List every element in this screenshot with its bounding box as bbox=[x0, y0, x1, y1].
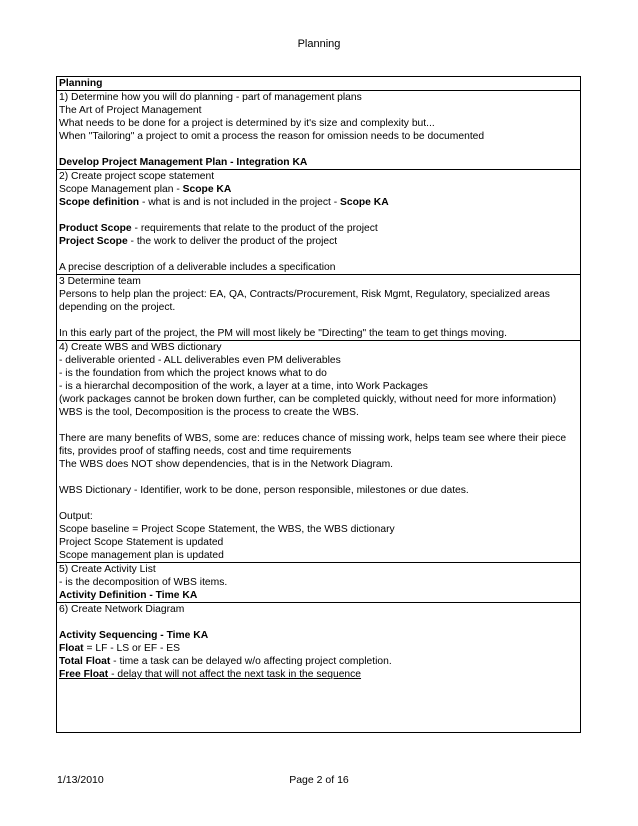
text-line bbox=[59, 77, 578, 90]
text-line bbox=[59, 91, 578, 104]
text-line bbox=[59, 536, 578, 549]
text-line bbox=[59, 117, 578, 130]
text-segment: A precise description of a deliverable includes a specification bbox=[59, 262, 336, 273]
text-segment: - delay that will not affect the next task in the sequence bbox=[108, 669, 362, 680]
text-line bbox=[59, 510, 578, 523]
text-segment: - time a task can be delayed w/o affecting project completion. bbox=[110, 656, 392, 667]
blank-line bbox=[59, 143, 578, 156]
text-line bbox=[59, 393, 578, 406]
text-segment: The Art of Project Management bbox=[59, 105, 202, 116]
blank-line bbox=[59, 209, 578, 222]
page-header: Planning bbox=[297, 38, 341, 50]
section-cell bbox=[57, 77, 580, 90]
section-cell bbox=[57, 90, 580, 169]
text-segment: Output: bbox=[59, 511, 93, 522]
text-line bbox=[59, 354, 578, 367]
text-segment: = LF - LS or EF - ES bbox=[83, 643, 181, 654]
text-line bbox=[59, 367, 578, 380]
text-segment: - the work to deliver the product of the project bbox=[127, 236, 338, 247]
text-segment: In this early part of the project, the PM will most likely be "Directing" the team to get things moving. bbox=[59, 328, 507, 339]
text-line bbox=[59, 655, 578, 668]
section-cell bbox=[57, 562, 580, 602]
text-segment: 1) Determine how you will do planning - part of management plans bbox=[59, 92, 362, 103]
footer-page-number: Page 2 of 16 bbox=[289, 774, 349, 786]
blank-line bbox=[59, 314, 578, 327]
text-line bbox=[59, 104, 578, 117]
text-segment: Scope Management plan - bbox=[59, 184, 183, 195]
text-line bbox=[59, 275, 578, 288]
section-cell bbox=[57, 340, 580, 562]
text-segment: WBS is the tool, Decomposition is the process to create the WBS. bbox=[59, 407, 359, 418]
text-segment: 5) Create Activity List bbox=[59, 564, 156, 575]
text-line bbox=[59, 549, 578, 562]
bold-text: Scope KA bbox=[182, 184, 232, 195]
text-line bbox=[59, 563, 578, 576]
text-segment: What needs to be done for a project is determined by it's size and complexity but... bbox=[59, 118, 435, 129]
text-line bbox=[59, 222, 578, 235]
text-segment: Project Scope Statement is updated bbox=[59, 537, 224, 548]
bold-text: Scope KA bbox=[340, 197, 389, 208]
text-line bbox=[59, 642, 578, 655]
blank-line bbox=[59, 616, 578, 629]
text-segment: When "Tailoring" a project to omit a process the reason for omission needs to be documented bbox=[59, 131, 485, 142]
text-line bbox=[59, 261, 578, 274]
text-segment: 6) Create Network Diagram bbox=[59, 604, 185, 615]
text-line bbox=[59, 183, 578, 196]
section-cell bbox=[57, 602, 580, 681]
text-line bbox=[59, 668, 578, 681]
blank-line bbox=[59, 497, 578, 510]
text-segment: - requirements that relate to the product of the project bbox=[131, 223, 378, 234]
blank-line bbox=[59, 471, 578, 484]
text-line bbox=[59, 327, 578, 340]
text-segment: - is the decomposition of WBS items. bbox=[59, 577, 228, 588]
text-segment: - deliverable oriented - ALL deliverables even PM deliverables bbox=[59, 355, 341, 366]
section-cell bbox=[57, 274, 580, 340]
text-line bbox=[59, 235, 578, 248]
bold-text: Total Float bbox=[59, 656, 111, 667]
text-line bbox=[59, 288, 578, 314]
text-line bbox=[59, 432, 578, 458]
bold-text: Develop Project Management Plan - Integration KA bbox=[59, 157, 308, 168]
text-segment: Persons to help plan the project: EA, QA, Contracts/Procurement, Risk Mgmt, Regulatory, specialized areas depending on the project. bbox=[59, 289, 550, 313]
text-segment: WBS Dictionary - Identifier, work to be done, person responsible, milestones or due dates. bbox=[59, 485, 469, 496]
bold-text: Planning bbox=[59, 78, 103, 89]
bold-text: Float bbox=[59, 643, 84, 654]
blank-line bbox=[59, 248, 578, 261]
bold-text: Project Scope bbox=[59, 236, 128, 247]
text-segment: - is the foundation from which the project knows what to do bbox=[59, 368, 327, 379]
text-segment: - what is and is not included in the project - bbox=[139, 197, 340, 208]
text-segment: Scope management plan is updated bbox=[59, 550, 224, 561]
text-segment: 2) Create project scope statement bbox=[59, 171, 215, 182]
blank-line bbox=[59, 419, 578, 432]
text-segment: (work packages cannot be broken down further, can be completed quickly, without need for more information) bbox=[59, 394, 557, 405]
planning-sheet bbox=[56, 76, 581, 733]
section-cell bbox=[57, 169, 580, 274]
text-line bbox=[59, 589, 578, 602]
text-line bbox=[59, 523, 578, 536]
text-line bbox=[59, 380, 578, 393]
text-segment: Scope baseline = Project Scope Statement, the WBS, the WBS dictionary bbox=[59, 524, 395, 535]
text-line bbox=[59, 484, 578, 497]
text-line bbox=[59, 406, 578, 419]
text-line bbox=[59, 170, 578, 183]
bold-text: Activity Definition - Time KA bbox=[59, 590, 198, 601]
text-line bbox=[59, 130, 578, 143]
footer-date: 1/13/2010 bbox=[57, 774, 104, 786]
text-line bbox=[59, 603, 578, 616]
text-line bbox=[59, 156, 578, 169]
text-line bbox=[59, 576, 578, 589]
bold-text: Free Float bbox=[59, 669, 109, 680]
bold-text: Scope definition bbox=[59, 197, 140, 208]
text-segment: The WBS does NOT show dependencies, that is in the Network Diagram. bbox=[59, 459, 394, 470]
text-line bbox=[59, 458, 578, 471]
text-segment: 4) Create WBS and WBS dictionary bbox=[59, 342, 222, 353]
bold-text: Activity Sequencing - Time KA bbox=[59, 630, 209, 641]
text-segment: 3 Determine team bbox=[59, 276, 141, 287]
text-segment: There are many benefits of WBS, some are: reduces chance of missing work, helps team see where their piece fits, provides proof of staffing needs, cost and time requirements bbox=[59, 433, 567, 457]
text-line bbox=[59, 629, 578, 642]
text-line bbox=[59, 341, 578, 354]
text-segment: - is a hierarchal decomposition of the work, a layer at a time, into Work Packages bbox=[59, 381, 428, 392]
text-line bbox=[59, 196, 578, 209]
bold-text: Product Scope bbox=[59, 223, 132, 234]
